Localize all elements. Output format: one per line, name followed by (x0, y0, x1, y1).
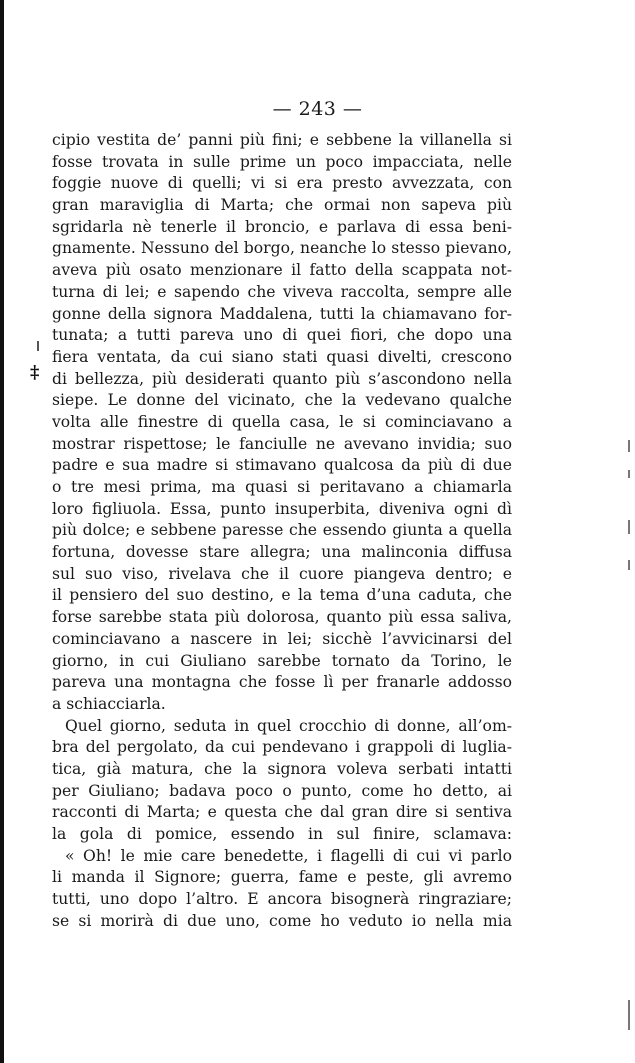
text-line: volta alle finestre di quella casa, le si cominciavano a (52, 412, 512, 431)
scan-speck (628, 1000, 630, 1030)
margin-tick-mark (37, 341, 39, 351)
page-edge-shadow (0, 0, 4, 1063)
text-line: « Oh! le mie care benedette, i flagelli di cui vi parlo (65, 846, 512, 865)
text-line: il pensiero del suo destino, e la tema d’una caduta, che (52, 586, 512, 605)
margin-mark: ‡ (30, 362, 40, 383)
text-line: fosse trovata in sulle prime un poco impacciata, nelle (52, 152, 512, 171)
text-line: gran maraviglia di Marta; che ormai non sapeva più (52, 196, 512, 215)
text-line: li manda il Signore; guerra, fame e peste, gli avremo (52, 868, 512, 887)
text-line: cominciavano a nascere in lei; sicchè l’avvicinarsi del (52, 629, 512, 648)
text-line: bra del pergolato, da cui pendevano i grappoli di luglia- (52, 738, 512, 757)
text-line: fiera ventata, da cui siano stati quasi divelti, crescono (52, 347, 512, 366)
text-line: sul suo viso, rivelava che il cuore piangeva dentro; e (52, 564, 512, 583)
text-line: sgridarla nè tenerle il broncio, e parlava di essa beni- (52, 217, 512, 236)
text-line: se si morirà di due uno, come ho veduto io nella mia (52, 911, 512, 930)
text-line: più dolce; e sebbene paresse che essendo giunta a quella (52, 521, 512, 540)
text-line: pareva una montagna che fosse lì per franarle addosso (52, 673, 512, 692)
page-number: — 243 — (272, 98, 363, 120)
text-line: cipio vestita de’ panni più fini; e sebbene la villanella si (52, 131, 512, 149)
text-line: tunata; a tutti pareva uno di quei fiori, che dopo una (52, 326, 512, 345)
text-line: di bellezza, più desiderati quanto più s’ascondono nella (52, 369, 512, 388)
text-line: siepe. Le donne del vicinato, che la vedevano qualche (52, 391, 512, 410)
text-line: per Giuliano; badava poco o punto, come ho detto, ai (52, 781, 512, 800)
text-line: Quel giorno, seduta in quel crocchio di donne, all’om- (65, 716, 512, 735)
text-line: tutti, uno dopo l’altro. E ancora bisognerà ringraziare; (52, 890, 512, 909)
text-line: giorno, in cui Giuliano sarebbe tornato da Torino, le (52, 651, 512, 670)
text-line: gonne della signora Maddalena, tutti la chiamavano for- (52, 304, 512, 323)
text-line: padre e sua madre si stimavano qualcosa da più di due (52, 456, 512, 475)
text-line: fortuna, dovesse stare allegra; una malinconia diffusa (52, 543, 512, 562)
text-line: loro figliuola. Essa, punto insuperbita, diveniva ogni dì (52, 499, 512, 518)
text-line: turna di lei; e sapendo che viveva raccolta, sempre alle (52, 282, 512, 301)
body-text (52, 130, 512, 932)
scan-speck (628, 470, 630, 478)
scan-speck (628, 440, 630, 452)
scan-speck (628, 560, 630, 570)
text-line: racconti di Marta; e questa che dal gran dire si sentiva (52, 803, 512, 822)
text-line: foggie nuove di quelli; vi si era presto avvezzata, con (52, 174, 512, 193)
scan-speck (628, 520, 630, 534)
text-line: a schiacciarla. (52, 694, 166, 713)
text-line: la gola di pomice, essendo in sul finire, sclamava: (52, 825, 512, 843)
text-line: tica, già matura, che la signora voleva serbati intatti (52, 759, 512, 778)
text-line: forse sarebbe stata più dolorosa, quanto più essa saliva, (52, 608, 512, 627)
text-line: gnamente. Nessuno del borgo, neanche lo stesso pievano, (52, 239, 512, 258)
text-line: mostrar rispettose; le fanciulle ne avevano invidia; suo (52, 434, 512, 453)
text-line: aveva più osato menzionare il fatto della scappata not- (52, 261, 512, 280)
text-line: o tre mesi prima, ma quasi si peritavano a chiamarla (52, 478, 512, 496)
